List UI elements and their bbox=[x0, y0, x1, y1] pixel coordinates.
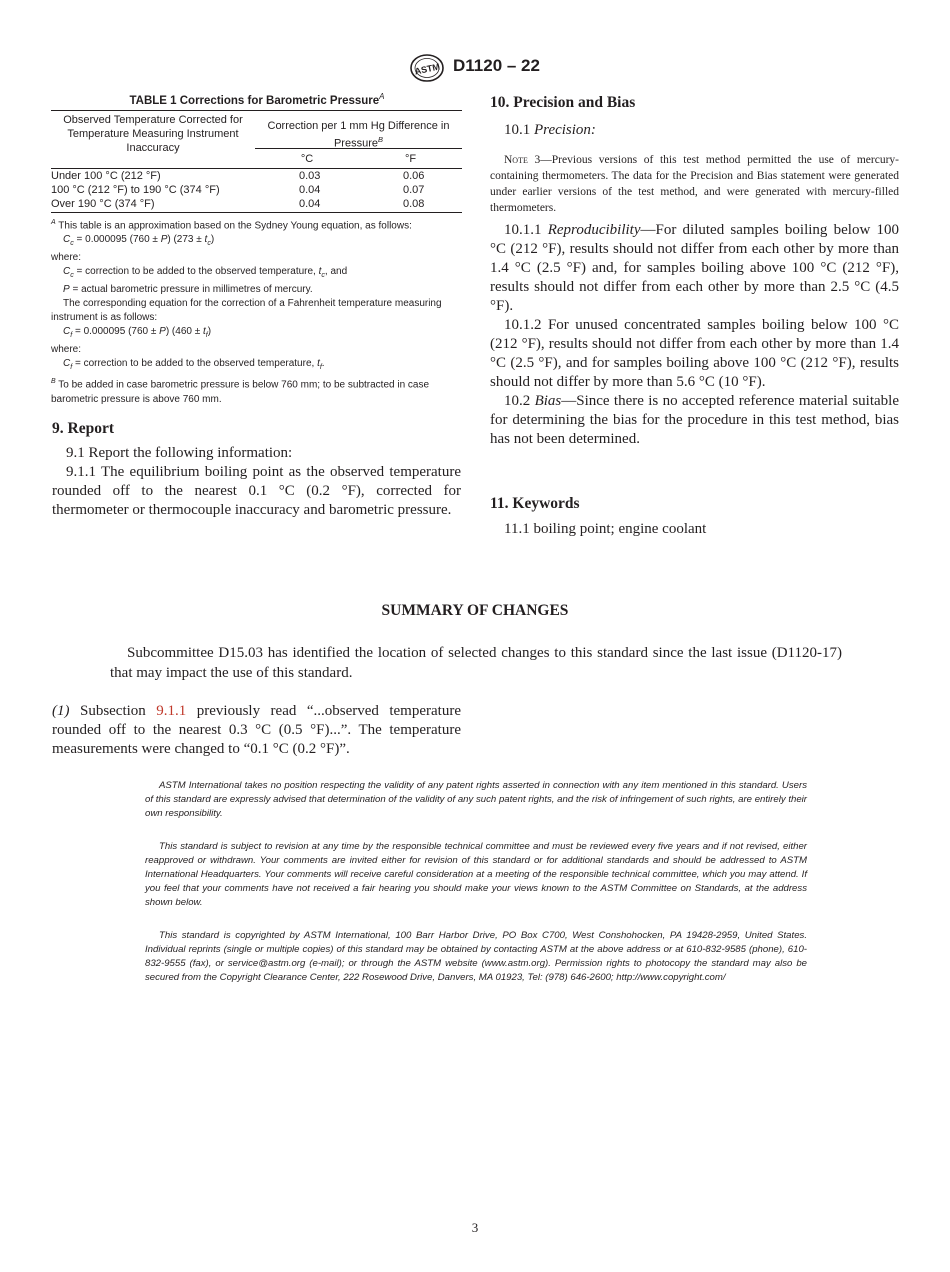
copyright-notice: This standard is copyrighted by ASTM International, 100 Barr Harbor Drive, PO Box C700, West Conshohocken, PA 19428-2959, United States. Individual reprints (single or multiple copies) of this standard may be obtained by contacting ASTM at the above address or at 610-832-9585 (phone), 610-832-9555 (fax), or service@astm.org (e-mail); or through the ASTM website (www.astm.org). Permission rights to photocopy the standard may also be secured from the Copyright Clearance Center, 222 Rosewood Drive, Danvers, MA 01923, Tel: (978) 646-2600; http://www.copyright.com/ bbox=[145, 930, 807, 983]
patent-disclaimer: ASTM International takes no position respecting the validity of any patent rights asserted in connection with any item mentioned in this standard. Users of this standard are expressly advised that determination of the validity of any such patent rights, and the risk of infringement of such rights, are entirely their own responsibility. bbox=[145, 780, 807, 819]
table-top-rule bbox=[51, 110, 462, 111]
document-id: D1120 – 22 bbox=[453, 56, 540, 75]
note-3: Note 3—Previous versions of this test method permitted the use of mercury-containing thermometers. The data for the Precision and Bias statement were generated under earlier versions of the test method, and were generated with mercury-filled thermometers. bbox=[490, 154, 899, 214]
precision-details bbox=[490, 221, 899, 449]
definition-pressure: P = actual barometric pressure in millimetres of mercury. bbox=[63, 284, 313, 296]
fahrenheit-intro: The corresponding equation for the correction of a Fahrenheit temperature measuring instrument is as follows: bbox=[51, 298, 442, 324]
summary-intro: Subcommittee D15.03 has identified the location of selected changes to this standard since the last issue (D1120-17) that may impact the use of this standard. bbox=[110, 645, 842, 681]
change-item: (1) Subsection 9.1.1 previously read “...observed temperature rounded off to the nearest 0.3 °C (0.5 °F)...”. The temperature measurements were changed to “0.1 °C (0.2 °F)”. bbox=[52, 703, 461, 757]
revision-disclaimer: This standard is subject to revision at any time by the responsible technical committee and must be reviewed every five years and if not revised, either reapproved or withdrawn. Your comments are invited either for revision of this standard or for additional standards and should be addressed to ASTM International Headquarters. Your comments will receive careful consideration at a meeting of the responsible technical committee, which you may attend. If you feel that your comments have not received a fair hearing you should make your views known to the ASTM Committee on Standards, at the address shown below. bbox=[145, 841, 807, 908]
footnote-b: $^B$ To be added in case barometric pressure is below 760 mm; to be subtracted in case barometric pressure is above 760 mm. bbox=[51, 378, 430, 405]
subsection-link[interactable]: 9.1.1 bbox=[156, 703, 187, 719]
equation-celsius: $C_c = 0.000095$ (760 ± P) $(273 \pm t_c)$ bbox=[63, 234, 215, 248]
paragraph-9-1: 9.1 Report the following information: bbox=[66, 445, 293, 461]
corrections-table bbox=[51, 110, 462, 214]
column-header-temperature: Observed Temperature Corrected for Temperature Measuring Instrument Inaccuracy bbox=[63, 114, 243, 154]
header-group-rule bbox=[255, 148, 462, 149]
table-footnotes bbox=[51, 216, 462, 407]
column-header-fahrenheit: °F bbox=[404, 153, 417, 165]
report-section bbox=[52, 444, 461, 520]
astm-logo-icon bbox=[409, 54, 445, 82]
paragraph-10-1-2: 10.1.2 For unused concentrated samples boiling below 100 °C (212 °F), results should not differ from each other by more than 1.4 °C (2.5 °F), and for samples boiling above 100 °C (212 °F), results should not differ by more than 5.6 °C (10 °F). bbox=[490, 317, 899, 390]
table-bottom-rule bbox=[51, 212, 462, 213]
section-heading-precision: 10. Precision and Bias bbox=[490, 94, 636, 111]
table-row-fahrenheit: 0.07 bbox=[403, 184, 425, 196]
column-header-celsius: °C bbox=[300, 153, 314, 165]
page-number: 3 bbox=[471, 1220, 479, 1235]
footnote-a: $^A$ This table is an approximation based on the Sydney Young equation, as follows: bbox=[51, 219, 412, 232]
section-heading-report: 9. Report bbox=[52, 420, 114, 437]
where-label: where: bbox=[51, 344, 82, 356]
paragraph-10-2: 10.2 Bias—Since there is no accepted reference material suitable for determining the bias for the procedure in this test method, bias has not been determined. bbox=[490, 393, 899, 447]
paragraph-10-1: 10.1 Precision: bbox=[504, 122, 596, 138]
paragraph-11-1: 11.1 boiling point; engine coolant bbox=[504, 521, 707, 537]
where-label: where: bbox=[51, 252, 82, 264]
table-row-celsius: 0.04 bbox=[299, 198, 321, 210]
summary-title: SUMMARY OF CHANGES bbox=[381, 602, 569, 619]
table-row-celsius: 0.04 bbox=[299, 184, 321, 196]
equation-fahrenheit: $C_f = 0.000095$ (760 ± P) $(460 \pm t_f)$ bbox=[63, 326, 212, 340]
table-row-range: Over 190 °C (374 °F) bbox=[51, 198, 155, 210]
table-row-range: Under 100 °C (212 °F) bbox=[51, 170, 161, 182]
section-heading-keywords: 11. Keywords bbox=[490, 495, 580, 512]
column-header-correction: Correction per 1 mm Hg Difference in Pressure$^B$ bbox=[267, 120, 450, 150]
table-caption: TABLE 1 Corrections for Barometric Pressure$^A$ bbox=[129, 92, 385, 107]
table-row-fahrenheit: 0.06 bbox=[403, 170, 425, 182]
paragraph-10-1-1: 10.1.1 Reproducibility—For diluted samples boiling below 100 °C (212 °F), results should not differ from each other by more than 1.4 °C (2.5 °F) and, for samples boiling above 100 °C (212 °F), results should not differ from each other by more than 2.5 °C (4.5 °F). bbox=[490, 222, 900, 314]
definition-correction-f: $C_f$ = correction to be added to the observed temperature, $t_f$. bbox=[63, 358, 325, 372]
definition-correction: $C_c$ = correction to be added to the observed temperature, $t_c$, and bbox=[63, 266, 348, 280]
paragraph-9-1-1: 9.1.1 The equilibrium boiling point as the observed temperature rounded off to the nearest 0.1 °C (0.2 °F), corrected for thermometer or thermocouple inaccuracy and barometric pressure. bbox=[52, 464, 461, 518]
svg-text:ASTM: ASTM bbox=[413, 61, 441, 77]
table-row-fahrenheit: 0.08 bbox=[403, 198, 425, 210]
table-row-range: 100 °C (212 °F) to 190 °C (374 °F) bbox=[51, 184, 220, 196]
table-row-celsius: 0.03 bbox=[299, 170, 321, 182]
